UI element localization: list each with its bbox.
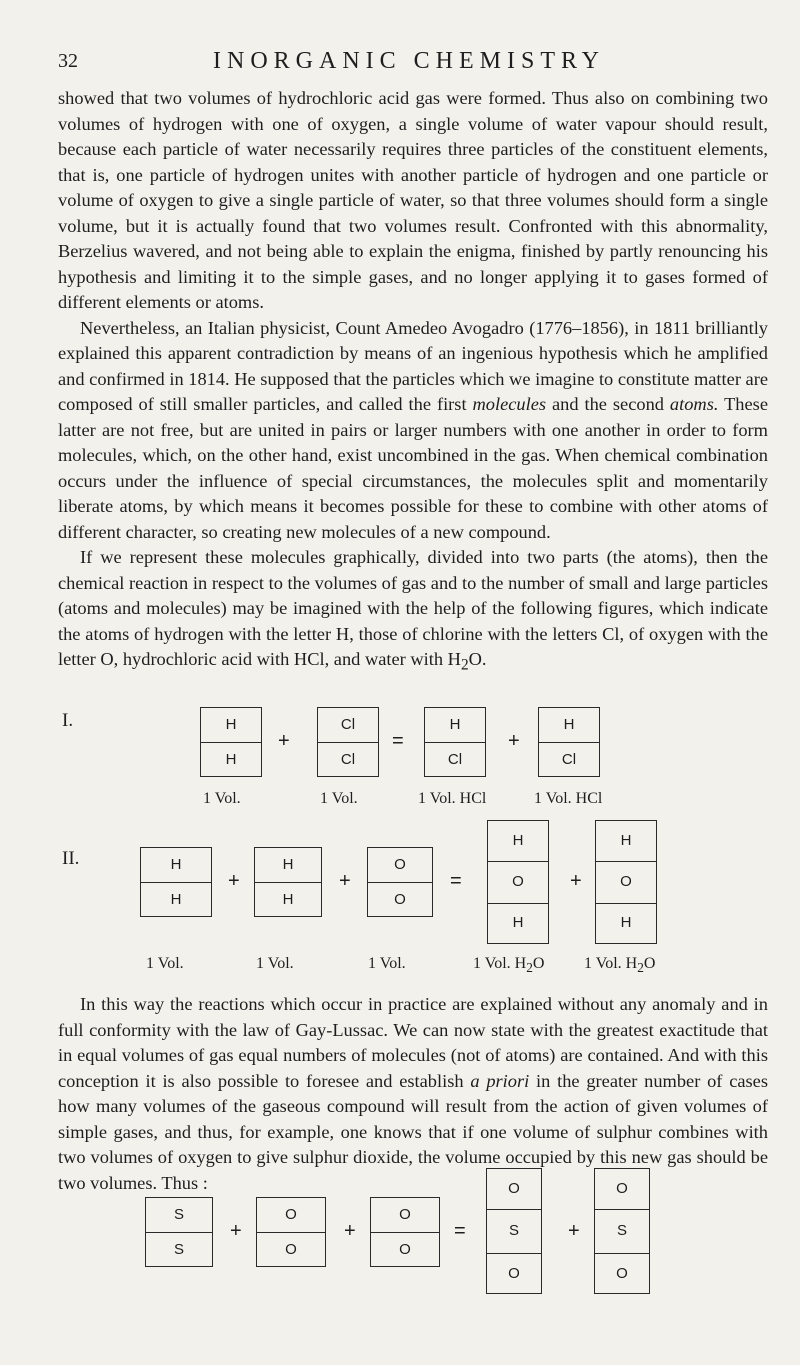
atom-o: O: [285, 1241, 297, 1258]
atom-s: S: [616, 1222, 627, 1239]
atom-o: O: [394, 891, 406, 908]
atom-divider: [141, 882, 211, 883]
atom-divider: [595, 1253, 649, 1254]
plus-sign: +: [508, 730, 520, 752]
atom-divider: [595, 1209, 649, 1210]
volume-caption: 1 Vol.: [146, 955, 184, 972]
atom-s: S: [173, 1241, 184, 1258]
atom-divider: [146, 1232, 212, 1233]
atom-divider: [488, 903, 548, 904]
atom-o: O: [508, 1265, 520, 1282]
atom-h: H: [225, 716, 237, 733]
atom-divider: [488, 861, 548, 862]
caption-text: 1 Vol. H: [473, 955, 527, 972]
atom-cl: Cl: [561, 751, 577, 768]
caption-text: O: [532, 955, 545, 972]
molecule-cl2: [317, 707, 379, 777]
paragraph-2: [58, 316, 768, 546]
atom-divider: [257, 1232, 325, 1233]
atom-divider: [318, 742, 378, 743]
atom-h: H: [170, 891, 182, 908]
atom-h: H: [620, 832, 632, 849]
term-molecules: molecules: [472, 394, 547, 414]
atom-h: H: [563, 716, 575, 733]
atom-h: H: [282, 891, 294, 908]
equals-sign: =: [454, 1220, 466, 1242]
plus-sign: +: [228, 870, 240, 892]
atom-h: H: [449, 716, 461, 733]
atom-o: O: [394, 856, 406, 873]
plus-sign: +: [344, 1220, 356, 1242]
paragraph-4-part: in the greater number of cases how many volumes of the gaseous compound will result from the action of given volumes of simple gases, and thus, for example, one knows that if one volume of sulphur combines with two volumes of oxygen to give sulphur dioxide, the volume occupied by this new gas should be two volumes. Thus :: [58, 1070, 769, 1193]
atom-h: H: [620, 914, 632, 931]
atom-o: O: [616, 1180, 628, 1197]
atom-h: H: [512, 914, 524, 931]
paragraph-4: [58, 992, 768, 1196]
plus-sign: +: [230, 1220, 242, 1242]
molecule-hcl: [424, 707, 486, 777]
atom-s: S: [508, 1222, 519, 1239]
atom-divider: [255, 882, 321, 883]
caption-text: O: [643, 955, 656, 972]
molecule-h2: [254, 847, 322, 917]
paragraph-1: showed that two volumes of hydrochloric acid gas were formed. Thus also on combining two volumes of hydrogen with one of oxygen, a single volume of water vapour should result, because each particle of water necessarily requires three particles of the constituent elements, that is, one particle of hydrogen unites with another particle of hydrogen and one particle or volume of oxygen to give a single particle of water, so that three volumes should form a single volume, but it is actually found that two volumes result. Confronted with this abnormality, Berzelius wavered, and not being able to explain the enigma, finished by partly renouncing his hypothesis and limiting it to the simple gases, and no longer applying it to gases formed of different elements or atoms.: [58, 88, 768, 312]
atom-h: H: [282, 856, 294, 873]
atom-divider: [371, 1232, 439, 1233]
volume-caption: 1 Vol. HCl: [418, 790, 487, 807]
atom-divider: [201, 742, 261, 743]
equals-sign: =: [392, 730, 404, 752]
body-text-top: [58, 86, 768, 678]
molecule-hcl: [538, 707, 600, 777]
term-atoms: atoms.: [669, 394, 719, 414]
caption-text: 1 Vol. H: [584, 955, 638, 972]
atom-cl: Cl: [340, 716, 356, 733]
molecule-h2: [200, 707, 262, 777]
paragraph-3: [58, 545, 768, 678]
molecule-o2: [256, 1197, 326, 1267]
atom-cl: Cl: [340, 751, 356, 768]
page-header: [58, 50, 758, 82]
atom-s: S: [173, 1206, 184, 1223]
volume-caption: 1 Vol. HCl: [534, 790, 603, 807]
molecule-o2: [370, 1197, 440, 1267]
paragraph-2-part: Nevertheless, an Italian physicist, Count Amedeo Avogadro (1776–1856), in 1811 brilliantly explained this apparent contradiction by means of an ingenious hypothesis which he amplified and confirmed in 1814. He supposed that the particles which we imagine to constitute matter are composed of still smaller particles, and called the first: [58, 317, 768, 414]
plus-sign: +: [278, 730, 290, 752]
paragraph-3-part: If we represent these molecules graphically, divided into two parts (the atoms), then the chemical reaction in respect to the volumes of gas and to the number of small and large particles (atoms and molecules) may be imagined with the help of the following figures, which indicate the atoms of hydrogen with the letter H, those of chlorine with the letters Cl, of oxygen with the letter O, hydrochloric acid with HCl, and water with H: [58, 547, 768, 669]
paragraph-2-part: These latter are not free, but are united in pairs or larger numbers with one another in order to form molecules, which, on the other hand, exist uncombined in the gas. When chemical combination occurs under the influence of special circumstances, the molecules split and momentarily liberate atoms, by which means it becomes possible for these to combine with other atoms of different character, so creating new molecules of a new compound.: [58, 394, 768, 542]
volume-caption: 1 Vol.: [320, 790, 358, 807]
volume-caption: 1 Vol.: [256, 955, 294, 972]
body-text-bottom: [58, 992, 768, 1196]
molecule-so2: [486, 1168, 542, 1294]
atom-h: H: [512, 832, 524, 849]
paragraph-4-part: In this way the reactions which occur in practice are explained without any anomaly and in full conformity with the law of Gay-Lussac. We can now state with the greatest exactitude that in equal volumes of gas equal numbers of molecules (not of atoms) are contained. And with this conception it is also possible to foresee and establish: [58, 994, 768, 1091]
volume-caption: 1 Vol.: [368, 955, 406, 972]
figure-1-label: I.: [62, 710, 74, 731]
atom-divider: [487, 1253, 541, 1254]
atom-divider: [596, 861, 656, 862]
atom-h: H: [170, 856, 182, 873]
plus-sign: +: [568, 1220, 580, 1242]
molecule-s2: [145, 1197, 213, 1267]
atom-divider: [425, 742, 485, 743]
figure-2-label: II.: [62, 848, 80, 869]
atom-cl: Cl: [447, 751, 463, 768]
molecule-so2: [594, 1168, 650, 1294]
subscript: 2: [526, 960, 533, 976]
volume-caption-h2o: [473, 955, 544, 976]
atom-divider: [368, 882, 432, 883]
atom-o: O: [285, 1206, 297, 1223]
running-title: INORGANIC CHEMISTRY: [213, 48, 606, 74]
volume-caption: 1 Vol.: [203, 790, 241, 807]
plus-sign: +: [570, 870, 582, 892]
molecule-h2o: [595, 820, 657, 944]
volume-caption-h2o: [584, 955, 655, 976]
subscript: 2: [637, 960, 644, 976]
molecule-o2: [367, 847, 433, 917]
atom-o: O: [616, 1265, 628, 1282]
term-a-priori: a priori: [470, 1070, 530, 1091]
page-number: 32: [58, 50, 78, 72]
atom-o: O: [620, 873, 632, 890]
molecule-h2: [140, 847, 212, 917]
atom-h: H: [225, 751, 237, 768]
plus-sign: +: [339, 870, 351, 892]
atom-divider: [487, 1209, 541, 1210]
atom-o: O: [508, 1180, 520, 1197]
subscript: 2: [460, 656, 469, 674]
atom-o: O: [512, 873, 524, 890]
atom-divider: [539, 742, 599, 743]
atom-o: O: [399, 1206, 411, 1223]
equals-sign: =: [450, 870, 462, 892]
atom-divider: [596, 903, 656, 904]
paragraph-2-part: and the second: [546, 394, 670, 414]
atom-o: O: [399, 1241, 411, 1258]
paragraph-3-part: O.: [468, 649, 487, 669]
molecule-h2o: [487, 820, 549, 944]
